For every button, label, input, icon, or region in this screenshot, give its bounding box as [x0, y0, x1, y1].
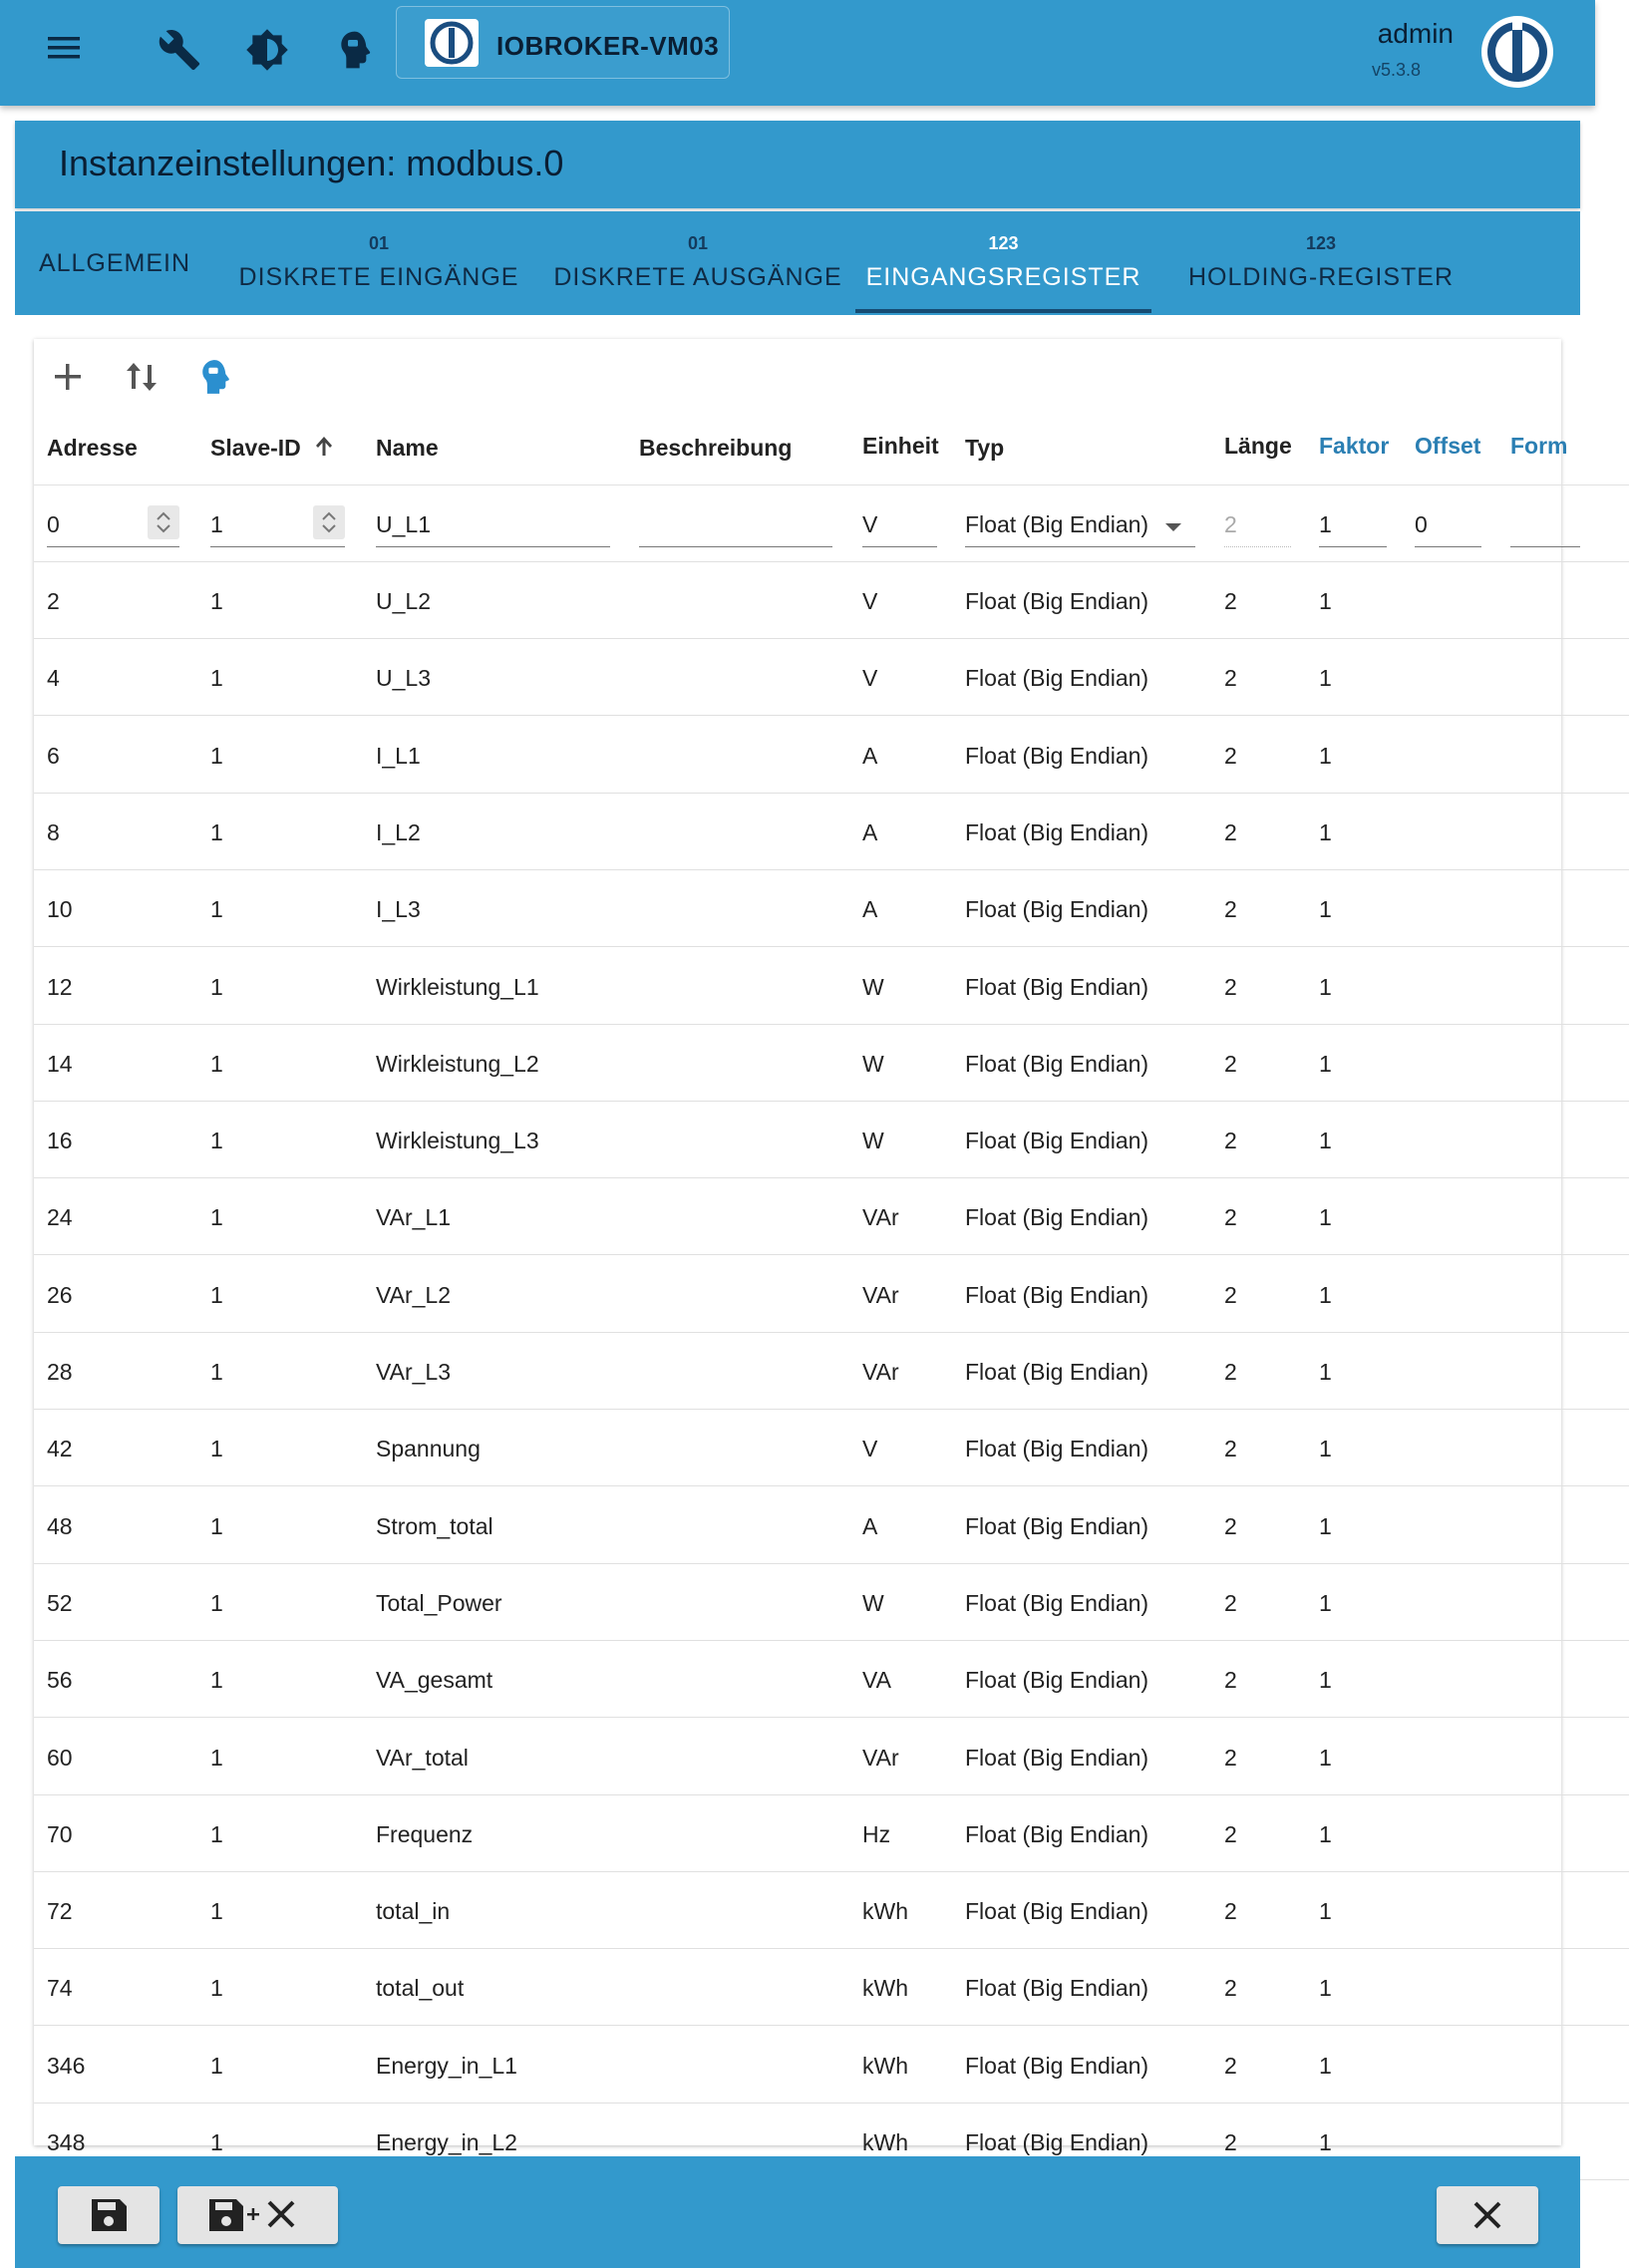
cell-typ: Float (Big Endian): [965, 1667, 1149, 1694]
cell-adresse: 10: [47, 896, 73, 923]
cell-adresse: 26: [47, 1281, 73, 1308]
cell-slave-id: 1: [210, 1820, 223, 1847]
tab-label: DISKRETE EINGÄNGE: [238, 263, 519, 291]
cell-typ: Float (Big Endian): [965, 1589, 1149, 1616]
numeric-icon: 123: [988, 233, 1019, 253]
table-row[interactable]: [34, 794, 1629, 870]
col-name[interactable]: Name: [376, 435, 439, 461]
cell-laenge: 2: [1224, 1050, 1237, 1077]
cell-slave-id: 1: [210, 896, 223, 923]
table-row[interactable]: [34, 1256, 1629, 1333]
cell-slave-id: 1: [210, 1975, 223, 2002]
cell-name: Strom_total: [376, 1512, 493, 1539]
table-row[interactable]: [34, 717, 1629, 794]
cell-einheit: W: [862, 1128, 884, 1154]
cell-typ: Float (Big Endian): [965, 1204, 1149, 1231]
offset-input[interactable]: 0: [1415, 505, 1481, 547]
table-row[interactable]: [34, 1564, 1629, 1641]
cell-faktor: 1: [1319, 2129, 1332, 2155]
app-bar: [0, 0, 1595, 106]
table-row[interactable]: [34, 2027, 1629, 2104]
cell-adresse: 12: [47, 973, 73, 1000]
register-table-panel: [34, 339, 1568, 2155]
cell-typ: Float (Big Endian): [965, 973, 1149, 1000]
cell-einheit: kWh: [862, 2052, 908, 2079]
cell-name: Wirkleistung_L2: [376, 1050, 539, 1077]
cell-typ: Float (Big Endian): [965, 1512, 1149, 1539]
col-beschreibung[interactable]: Beschreibung: [639, 435, 793, 461]
cell-faktor: 1: [1319, 1204, 1332, 1231]
cell-adresse: 60: [47, 1744, 73, 1771]
cell-faktor: 1: [1319, 896, 1332, 923]
cell-faktor: 1: [1319, 1281, 1332, 1308]
table-row[interactable]: [34, 1872, 1629, 1949]
table-row[interactable]: [34, 870, 1629, 947]
table-row[interactable]: [34, 1949, 1629, 2026]
cell-laenge: 2: [1224, 1744, 1237, 1771]
cell-typ: Float (Big Endian): [965, 2129, 1149, 2155]
cell-slave-id: 1: [210, 1436, 223, 1462]
cell-laenge: 2: [1224, 1128, 1237, 1154]
cell-adresse: 52: [47, 1589, 73, 1616]
cell-adresse: 70: [47, 1820, 73, 1847]
cell-einheit: VAr: [862, 1744, 899, 1771]
cell-name: Spannung: [376, 1436, 481, 1462]
cell-faktor: 1: [1319, 1667, 1332, 1694]
cell-adresse: 74: [47, 1975, 73, 2002]
numeric-icon: 123: [1305, 233, 1337, 253]
cell-laenge: 2: [1224, 1359, 1237, 1385]
cell-einheit: W: [862, 1589, 884, 1616]
cell-faktor: 1: [1319, 1744, 1332, 1771]
cell-faktor: 1: [1319, 1512, 1332, 1539]
cell-adresse: 48: [47, 1512, 73, 1539]
cell-einheit: VA: [862, 1667, 891, 1694]
col-faktor[interactable]: Faktor: [1319, 433, 1390, 459]
cell-slave-id: 1: [210, 1281, 223, 1308]
chevron-down-icon: [1163, 521, 1183, 533]
table-row[interactable]: [34, 562, 1629, 639]
stepper-icon[interactable]: [313, 505, 345, 539]
cell-faktor: 1: [1319, 1436, 1332, 1462]
table-row[interactable]: [34, 1719, 1629, 1795]
cell-faktor: 1: [1319, 1359, 1332, 1385]
cell-slave-id: 1: [210, 1512, 223, 1539]
iobroker-logo-icon: [425, 19, 479, 67]
cell-laenge: 2: [1224, 2052, 1237, 2079]
cell-slave-id: 1: [210, 1050, 223, 1077]
cell-einheit: A: [862, 896, 878, 923]
save-button[interactable]: [58, 2186, 160, 2244]
cell-einheit: V: [862, 665, 878, 692]
tab-bar: [15, 211, 1580, 315]
cell-typ: Float (Big Endian): [965, 1050, 1149, 1077]
tab-allgemein[interactable]: [15, 211, 214, 315]
formel-input[interactable]: [1510, 505, 1580, 547]
cell-faktor: 1: [1319, 742, 1332, 769]
cell-slave-id: 1: [210, 1589, 223, 1616]
cell-slave-id: 1: [210, 1128, 223, 1154]
cell-slave-id: 1: [210, 973, 223, 1000]
cell-einheit: A: [862, 818, 878, 845]
cell-slave-id: 1: [210, 742, 223, 769]
cell-slave-id: 1: [210, 588, 223, 614]
slave-id-input[interactable]: 1: [210, 505, 345, 547]
cell-slave-id: 1: [210, 818, 223, 845]
cell-einheit: VAr: [862, 1281, 899, 1308]
cell-name: total_in: [376, 1898, 451, 1925]
cell-laenge: 2: [1224, 2129, 1237, 2155]
cell-faktor: 1: [1319, 2052, 1332, 2079]
cell-einheit: V: [862, 588, 878, 614]
table-row[interactable]: [34, 1102, 1629, 1178]
cell-adresse: 56: [47, 1667, 73, 1694]
einheit-input[interactable]: V: [862, 505, 937, 547]
cell-laenge: 2: [1224, 1898, 1237, 1925]
name-input[interactable]: U_L1: [376, 505, 610, 547]
cell-laenge: 2: [1224, 818, 1237, 845]
col-adresse[interactable]: Adresse: [47, 435, 138, 461]
tab-label: ALLGEMEIN: [38, 249, 191, 277]
typ-select[interactable]: Float (Big Endian): [965, 505, 1195, 547]
cell-laenge: 2: [1224, 1667, 1237, 1694]
save-and-close-button[interactable]: [177, 2186, 338, 2244]
cell-adresse: 72: [47, 1898, 73, 1925]
cell-laenge: 2: [1224, 588, 1237, 614]
tab-label: DISKRETE AUSGÄNGE: [553, 263, 842, 291]
cell-name: VAr_total: [376, 1744, 469, 1771]
cell-slave-id: 1: [210, 1667, 223, 1694]
cell-name: VAr_L2: [376, 1281, 452, 1308]
cell-adresse: 4: [47, 665, 60, 692]
cell-name: I_L1: [376, 742, 421, 769]
cell-laenge: 2: [1224, 1820, 1237, 1847]
cell-faktor: 1: [1319, 818, 1332, 845]
cell-faktor: 1: [1319, 1820, 1332, 1847]
page-header: [15, 121, 1580, 208]
cell-slave-id: 1: [210, 1359, 223, 1385]
bottom-bar: [15, 2156, 1580, 2268]
tab-diskrete-eingaenge[interactable]: [229, 211, 528, 315]
close-button[interactable]: [1437, 2186, 1538, 2244]
cell-typ: Float (Big Endian): [965, 1359, 1149, 1385]
col-einheit[interactable]: Einheit: [862, 433, 939, 459]
cell-einheit: VAr: [862, 1359, 899, 1385]
active-tab-indicator: [855, 309, 1151, 313]
cell-typ: Float (Big Endian): [965, 1436, 1149, 1462]
cell-laenge: 2: [1224, 1512, 1237, 1539]
host-selector-button[interactable]: [396, 6, 730, 79]
cell-slave-id: 1: [210, 1204, 223, 1231]
cell-typ: Float (Big Endian): [965, 1820, 1149, 1847]
cell-einheit: kWh: [862, 1975, 908, 2002]
table-row[interactable]: [34, 1410, 1629, 1486]
cell-name: Total_Power: [376, 1589, 502, 1616]
sort-ascending-icon[interactable]: [309, 431, 339, 461]
table-row[interactable]: [34, 1178, 1629, 1255]
col-typ[interactable]: Typ: [965, 435, 1005, 461]
cell-einheit: W: [862, 973, 884, 1000]
wrench-icon[interactable]: [158, 28, 201, 72]
cell-adresse: 346: [47, 2052, 86, 2079]
cell-typ: Float (Big Endian): [965, 1898, 1149, 1925]
cell-adresse: 42: [47, 1436, 73, 1462]
cell-slave-id: 1: [210, 1744, 223, 1771]
cell-name: I_L3: [376, 896, 421, 923]
cell-laenge: 2: [1224, 1281, 1237, 1308]
cell-typ: Float (Big Endian): [965, 1281, 1149, 1308]
cell-slave-id: 1: [210, 1898, 223, 1925]
cell-laenge: 2: [1224, 1436, 1237, 1462]
cell-adresse: 24: [47, 1204, 73, 1231]
cell-name: Wirkleistung_L3: [376, 1128, 539, 1154]
cell-faktor: 1: [1319, 1050, 1332, 1077]
table-row[interactable]: [34, 639, 1629, 716]
laenge-input: 2: [1224, 505, 1291, 547]
tab-diskrete-ausgaenge[interactable]: [548, 211, 847, 315]
version-label: v5.3.8: [1372, 60, 1422, 80]
table-row[interactable]: [34, 948, 1629, 1025]
cell-faktor: 1: [1319, 1975, 1332, 2002]
cell-faktor: 1: [1319, 588, 1332, 614]
cell-typ: Float (Big Endian): [965, 1128, 1149, 1154]
cell-name: VAr_L3: [376, 1359, 452, 1385]
cell-einheit: A: [862, 1512, 878, 1539]
cell-einheit: A: [862, 742, 878, 769]
cell-typ: Float (Big Endian): [965, 2052, 1149, 2079]
table-row-editing: [34, 486, 1629, 562]
cell-typ: Float (Big Endian): [965, 1744, 1149, 1771]
cell-name: Frequenz: [376, 1820, 474, 1847]
cell-adresse: 28: [47, 1359, 73, 1385]
tab-eingangsregister[interactable]: [855, 211, 1151, 315]
cell-typ: Float (Big Endian): [965, 588, 1149, 614]
binary-icon: 01: [368, 233, 390, 253]
beschreibung-input[interactable]: [639, 505, 832, 547]
close-icon: [1437, 2186, 1538, 2244]
cell-laenge: 2: [1224, 742, 1237, 769]
table-row[interactable]: [34, 1333, 1629, 1410]
cell-name: Wirkleistung_L1: [376, 973, 539, 1000]
cell-typ: Float (Big Endian): [965, 742, 1149, 769]
cell-laenge: 2: [1224, 1589, 1237, 1616]
save-and-close-icon: [177, 2186, 338, 2244]
cell-adresse: 6: [47, 742, 60, 769]
cell-faktor: 1: [1319, 1128, 1332, 1154]
table-row[interactable]: [34, 1487, 1629, 1564]
iobroker-logo-icon: [1477, 12, 1557, 92]
cell-einheit: Hz: [862, 1820, 891, 1847]
cell-typ: Float (Big Endian): [965, 665, 1149, 692]
cell-typ: Float (Big Endian): [965, 818, 1149, 845]
cell-name: U_L3: [376, 665, 431, 692]
tab-label: HOLDING-REGISTER: [1187, 263, 1455, 291]
expert-mode-icon[interactable]: [333, 28, 373, 72]
table-row[interactable]: [34, 1025, 1629, 1102]
cell-slave-id: 1: [210, 2129, 223, 2155]
cell-name: Energy_in_L1: [376, 2052, 517, 2079]
cell-typ: Float (Big Endian): [965, 896, 1149, 923]
table-row[interactable]: [34, 1641, 1629, 1718]
col-formel[interactable]: Form: [1510, 433, 1568, 459]
tab-holding-register[interactable]: [1171, 211, 1470, 315]
cell-name: VA_gesamt: [376, 1667, 493, 1694]
cell-einheit: kWh: [862, 1898, 908, 1925]
cell-einheit: VAr: [862, 1204, 899, 1231]
cell-laenge: 2: [1224, 973, 1237, 1000]
cell-adresse: 348: [47, 2129, 86, 2155]
cell-laenge: 2: [1224, 665, 1237, 692]
theme-icon[interactable]: [245, 28, 289, 72]
cell-name: total_out: [376, 1975, 465, 2002]
cell-adresse: 2: [47, 588, 60, 614]
cell-faktor: 1: [1319, 1898, 1332, 1925]
page-title: Instanzeinstellungen: modbus.0: [59, 143, 564, 183]
user-name[interactable]: admin: [1377, 18, 1454, 49]
cell-faktor: 1: [1319, 973, 1332, 1000]
cell-laenge: 2: [1224, 896, 1237, 923]
faktor-input[interactable]: 1: [1319, 505, 1387, 547]
binary-icon: 01: [687, 233, 709, 253]
cell-name: U_L2: [376, 588, 431, 614]
cell-slave-id: 1: [210, 665, 223, 692]
table-row[interactable]: [34, 1795, 1629, 1872]
col-laenge[interactable]: Länge: [1224, 433, 1292, 459]
col-slave-id[interactable]: Slave-ID: [210, 435, 301, 461]
cell-faktor: 1: [1319, 665, 1332, 692]
host-name: IOBROKER-VM03: [496, 31, 720, 61]
cell-name: I_L2: [376, 818, 421, 845]
menu-icon[interactable]: [44, 30, 84, 66]
stepper-icon[interactable]: [148, 505, 179, 539]
cell-einheit: W: [862, 1050, 884, 1077]
save-icon: [58, 2186, 160, 2244]
cell-faktor: 1: [1319, 1589, 1332, 1616]
cell-adresse: 16: [47, 1128, 73, 1154]
cell-name: Energy_in_L2: [376, 2129, 517, 2155]
cell-adresse: 14: [47, 1050, 73, 1077]
col-offset[interactable]: Offset: [1415, 433, 1481, 459]
cell-typ: Float (Big Endian): [965, 1975, 1149, 2002]
cell-slave-id: 1: [210, 2052, 223, 2079]
cell-adresse: 8: [47, 818, 60, 845]
cell-einheit: V: [862, 1436, 878, 1462]
table-header: [34, 339, 1629, 486]
cell-einheit: kWh: [862, 2129, 908, 2155]
tab-label: EINGANGSREGISTER: [865, 263, 1141, 291]
cell-laenge: 2: [1224, 1975, 1237, 2002]
cell-name: VAr_L1: [376, 1204, 452, 1231]
cell-laenge: 2: [1224, 1204, 1237, 1231]
adresse-input[interactable]: 0: [47, 505, 179, 547]
